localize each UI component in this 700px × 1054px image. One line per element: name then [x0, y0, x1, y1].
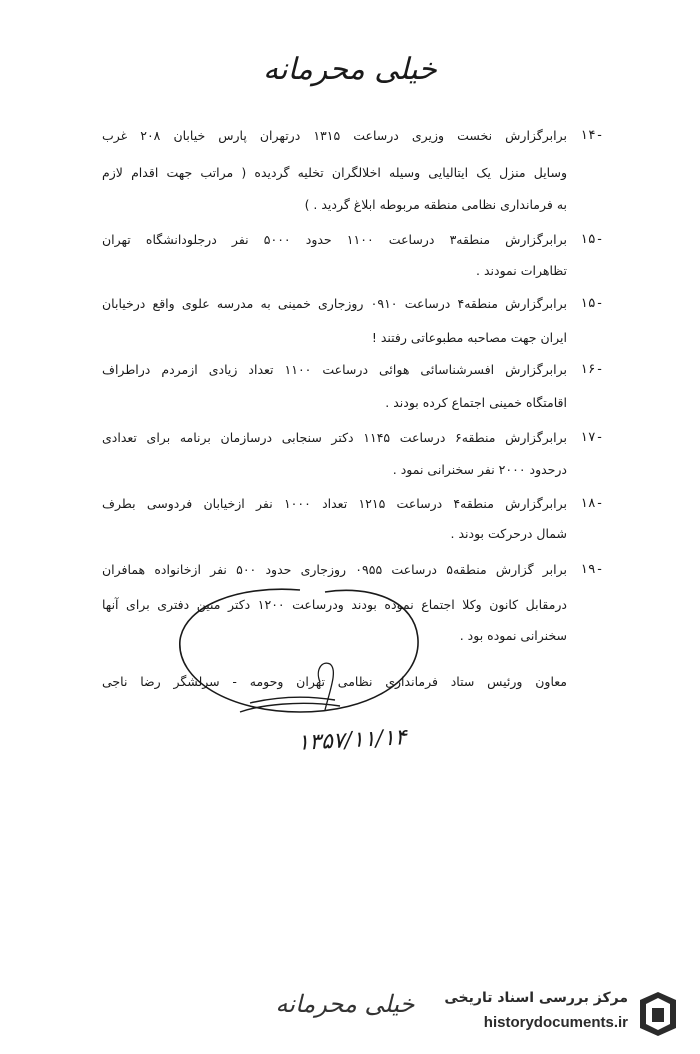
item-line: برابرگزارش منطقه۶ درساعت ۱۱۴۵ دکتر سنجابی درسازمان برنامه برای تعدادی: [102, 430, 567, 445]
classification-header: خیلی محرمانه: [263, 52, 437, 87]
item-line: برابرگزارش افسرشناسائی هوائی درساعت ۱۱۰۰ تعداد زیادی ازمردم دراطراف: [102, 362, 567, 377]
item-number: ۱۷-: [580, 430, 604, 445]
item-number: ۱۸-: [580, 496, 604, 511]
item-line: برابرگزارش منطقه۴ درساعت ۰۹۱۰ روزجاری خمینی به مدرسه علوی واقع درخیابان: [102, 296, 567, 311]
item-line: ایران جهت مصاحبه مطبوعاتی رفتند !: [371, 330, 567, 345]
item-line: اقامتگاه خمینی اجتماع کرده بودند .: [385, 395, 567, 410]
handwritten-date: ۱۳۵۷/۱۱/۱۴: [296, 725, 408, 756]
item-line: برابرگزارش نخست وزیری درساعت ۱۳۱۵ درتهران پارس خیابان ۲۰۸ غرب: [102, 128, 567, 143]
item-line: سخنرانی نموده بود .: [459, 628, 567, 643]
watermark-url: historydocuments.ir: [483, 1014, 628, 1031]
classification-footer: خیلی محرمانه: [275, 990, 415, 1018]
item-line: برابرگزارش منطقه۴ درساعت ۱۲۱۵ تعداد ۱۰۰۰ نفر ازخیابان فردوسی بطرف: [102, 496, 567, 511]
item-line: درمقابل کانون وکلا اجتماع نموده بودند ودرساعت ۱۲۰۰ دکتر متین دفتری برای آنها: [102, 597, 567, 612]
item-number: ۱۹-: [580, 562, 604, 577]
item-line: درحدود ۲۰۰۰ نفر سخنرانی نمود .: [392, 462, 567, 477]
item-number: ۱۶-: [580, 362, 604, 377]
watermark-name: مرکز بررسی اسناد تاریخی: [444, 990, 628, 1006]
archive-logo-icon: [636, 988, 680, 1040]
item-number: ۱۵-: [580, 296, 604, 311]
watermark: [430, 988, 680, 1040]
item-line: به فرمانداری نظامی منطقه مربوطه ابلاغ گردید . ): [304, 197, 567, 212]
item-number: ۱۵-: [580, 232, 604, 247]
item-line: برابرگزارش منطقه۳ درساعت ۱۱۰۰ حدود ۵۰۰۰ نفر درجلودانشگاه تهران: [102, 232, 567, 247]
item-line: برابر گزارش منطقه۵ درساعت ۰۹۵۵ روزجاری حدود ۵۰۰ نفر ازخانواده همافران: [102, 562, 567, 577]
item-number: ۱۴-: [580, 128, 604, 143]
signature-line: معاون ورئیس ستاد فرمانداری نظامی تهران وحومه - سرلشگر رضا ناجی: [102, 674, 567, 689]
item-line: شمال درحرکت بودند .: [450, 526, 567, 541]
item-line: وسایل منزل یک ایتالیایی وسیله اخلالگران تخلیه گردیده ( مراتب جهت اقدام لازم: [102, 165, 567, 180]
item-line: تظاهرات نمودند .: [476, 263, 567, 278]
